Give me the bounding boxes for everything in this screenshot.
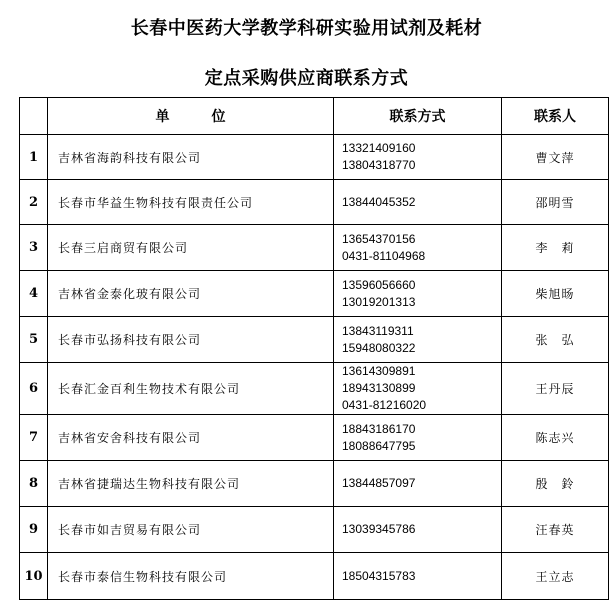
contact-person: 王丹辰 [502, 363, 609, 415]
row-number: 3 [20, 225, 48, 271]
table-row [20, 135, 609, 180]
table-row [20, 363, 609, 415]
row-number: 8 [20, 461, 48, 507]
supplier-name: 吉林省捷瑞达生物科技有限公司 [48, 461, 334, 507]
row-number: 7 [20, 415, 48, 461]
contact-person: 王立志 [502, 553, 609, 600]
row-number: 2 [20, 180, 48, 225]
contact-person: 李 莉 [502, 225, 609, 271]
phone-number: 18943130899 [342, 381, 416, 395]
contact-person: 曹文萍 [502, 135, 609, 180]
contact-person: 柴旭旸 [502, 271, 609, 317]
row-number: 1 [20, 135, 48, 180]
header-person: 联系人 [502, 98, 609, 135]
table-row [20, 225, 609, 271]
table-header-row [20, 98, 609, 135]
row-number: 9 [20, 507, 48, 553]
phone-number: 13019201313 [342, 294, 416, 309]
header-number [20, 98, 48, 135]
phone-number: 0431-81104968 [342, 248, 426, 263]
phone-number: 13844045352 [342, 194, 416, 209]
phone-number: 13596056660 [342, 277, 416, 292]
table-body [20, 135, 609, 600]
supplier-name: 长春三启商贸有限公司 [48, 225, 334, 271]
row-number: 5 [20, 317, 48, 363]
contact-phones [334, 415, 502, 461]
contact-phones [334, 507, 502, 553]
contact-phones [334, 225, 502, 271]
contact-person: 陈志兴 [502, 415, 609, 461]
phone-number: 15948080322 [342, 340, 416, 355]
table-row [20, 553, 609, 600]
contact-person: 殷 鈴 [502, 461, 609, 507]
supplier-name: 长春汇金百利生物技术有限公司 [48, 363, 334, 415]
supplier-table [19, 97, 609, 600]
contact-phones [334, 553, 502, 600]
supplier-name: 长春市华益生物科技有限责任公司 [48, 180, 334, 225]
table-row [20, 271, 609, 317]
table-row [20, 461, 609, 507]
phone-number: 13614309891 [342, 364, 416, 378]
phone-number: 13844857097 [342, 476, 416, 490]
table-row [20, 180, 609, 225]
phone-number: 13654370156 [342, 231, 416, 246]
supplier-name: 长春市泰信生物科技有限公司 [48, 553, 334, 600]
table-row [20, 317, 609, 363]
phone-number: 13039345786 [342, 522, 416, 536]
contact-phones [334, 317, 502, 363]
document-title: 长春中医药大学教学科研实验用试剂及耗材 [130, 18, 483, 39]
row-number: 4 [20, 271, 48, 317]
supplier-name: 吉林省安舍科技有限公司 [48, 415, 334, 461]
document-subtitle: 定点采购供应商联系方式 [204, 68, 409, 89]
header-contact: 联系方式 [334, 98, 502, 135]
contact-phones [334, 271, 502, 317]
contact-phones [334, 135, 502, 180]
row-number: 10 [20, 553, 48, 600]
supplier-name: 吉林省金泰化玻有限公司 [48, 271, 334, 317]
phone-number: 13804318770 [342, 158, 416, 172]
contact-phones [334, 461, 502, 507]
row-number: 6 [20, 363, 48, 415]
phone-number: 0431-81216020 [342, 398, 427, 412]
supplier-name: 长春市如吉贸易有限公司 [48, 507, 334, 553]
contact-phones [334, 180, 502, 225]
contact-phones [334, 363, 502, 415]
phone-number: 18843186170 [342, 421, 416, 436]
table-row [20, 415, 609, 461]
supplier-name: 长春市弘扬科技有限公司 [48, 317, 334, 363]
contact-person: 汪春英 [502, 507, 609, 553]
contact-person: 邵明雪 [502, 180, 609, 225]
contact-person: 张 弘 [502, 317, 609, 363]
phone-number: 18504315783 [342, 568, 416, 583]
table-row [20, 507, 609, 553]
phone-number: 13321409160 [342, 141, 416, 155]
phone-number: 18088647795 [342, 438, 416, 453]
header-unit: 单 位 [48, 98, 334, 135]
phone-number: 13843119311 [342, 323, 414, 338]
supplier-name: 吉林省海韵科技有限公司 [48, 135, 334, 180]
